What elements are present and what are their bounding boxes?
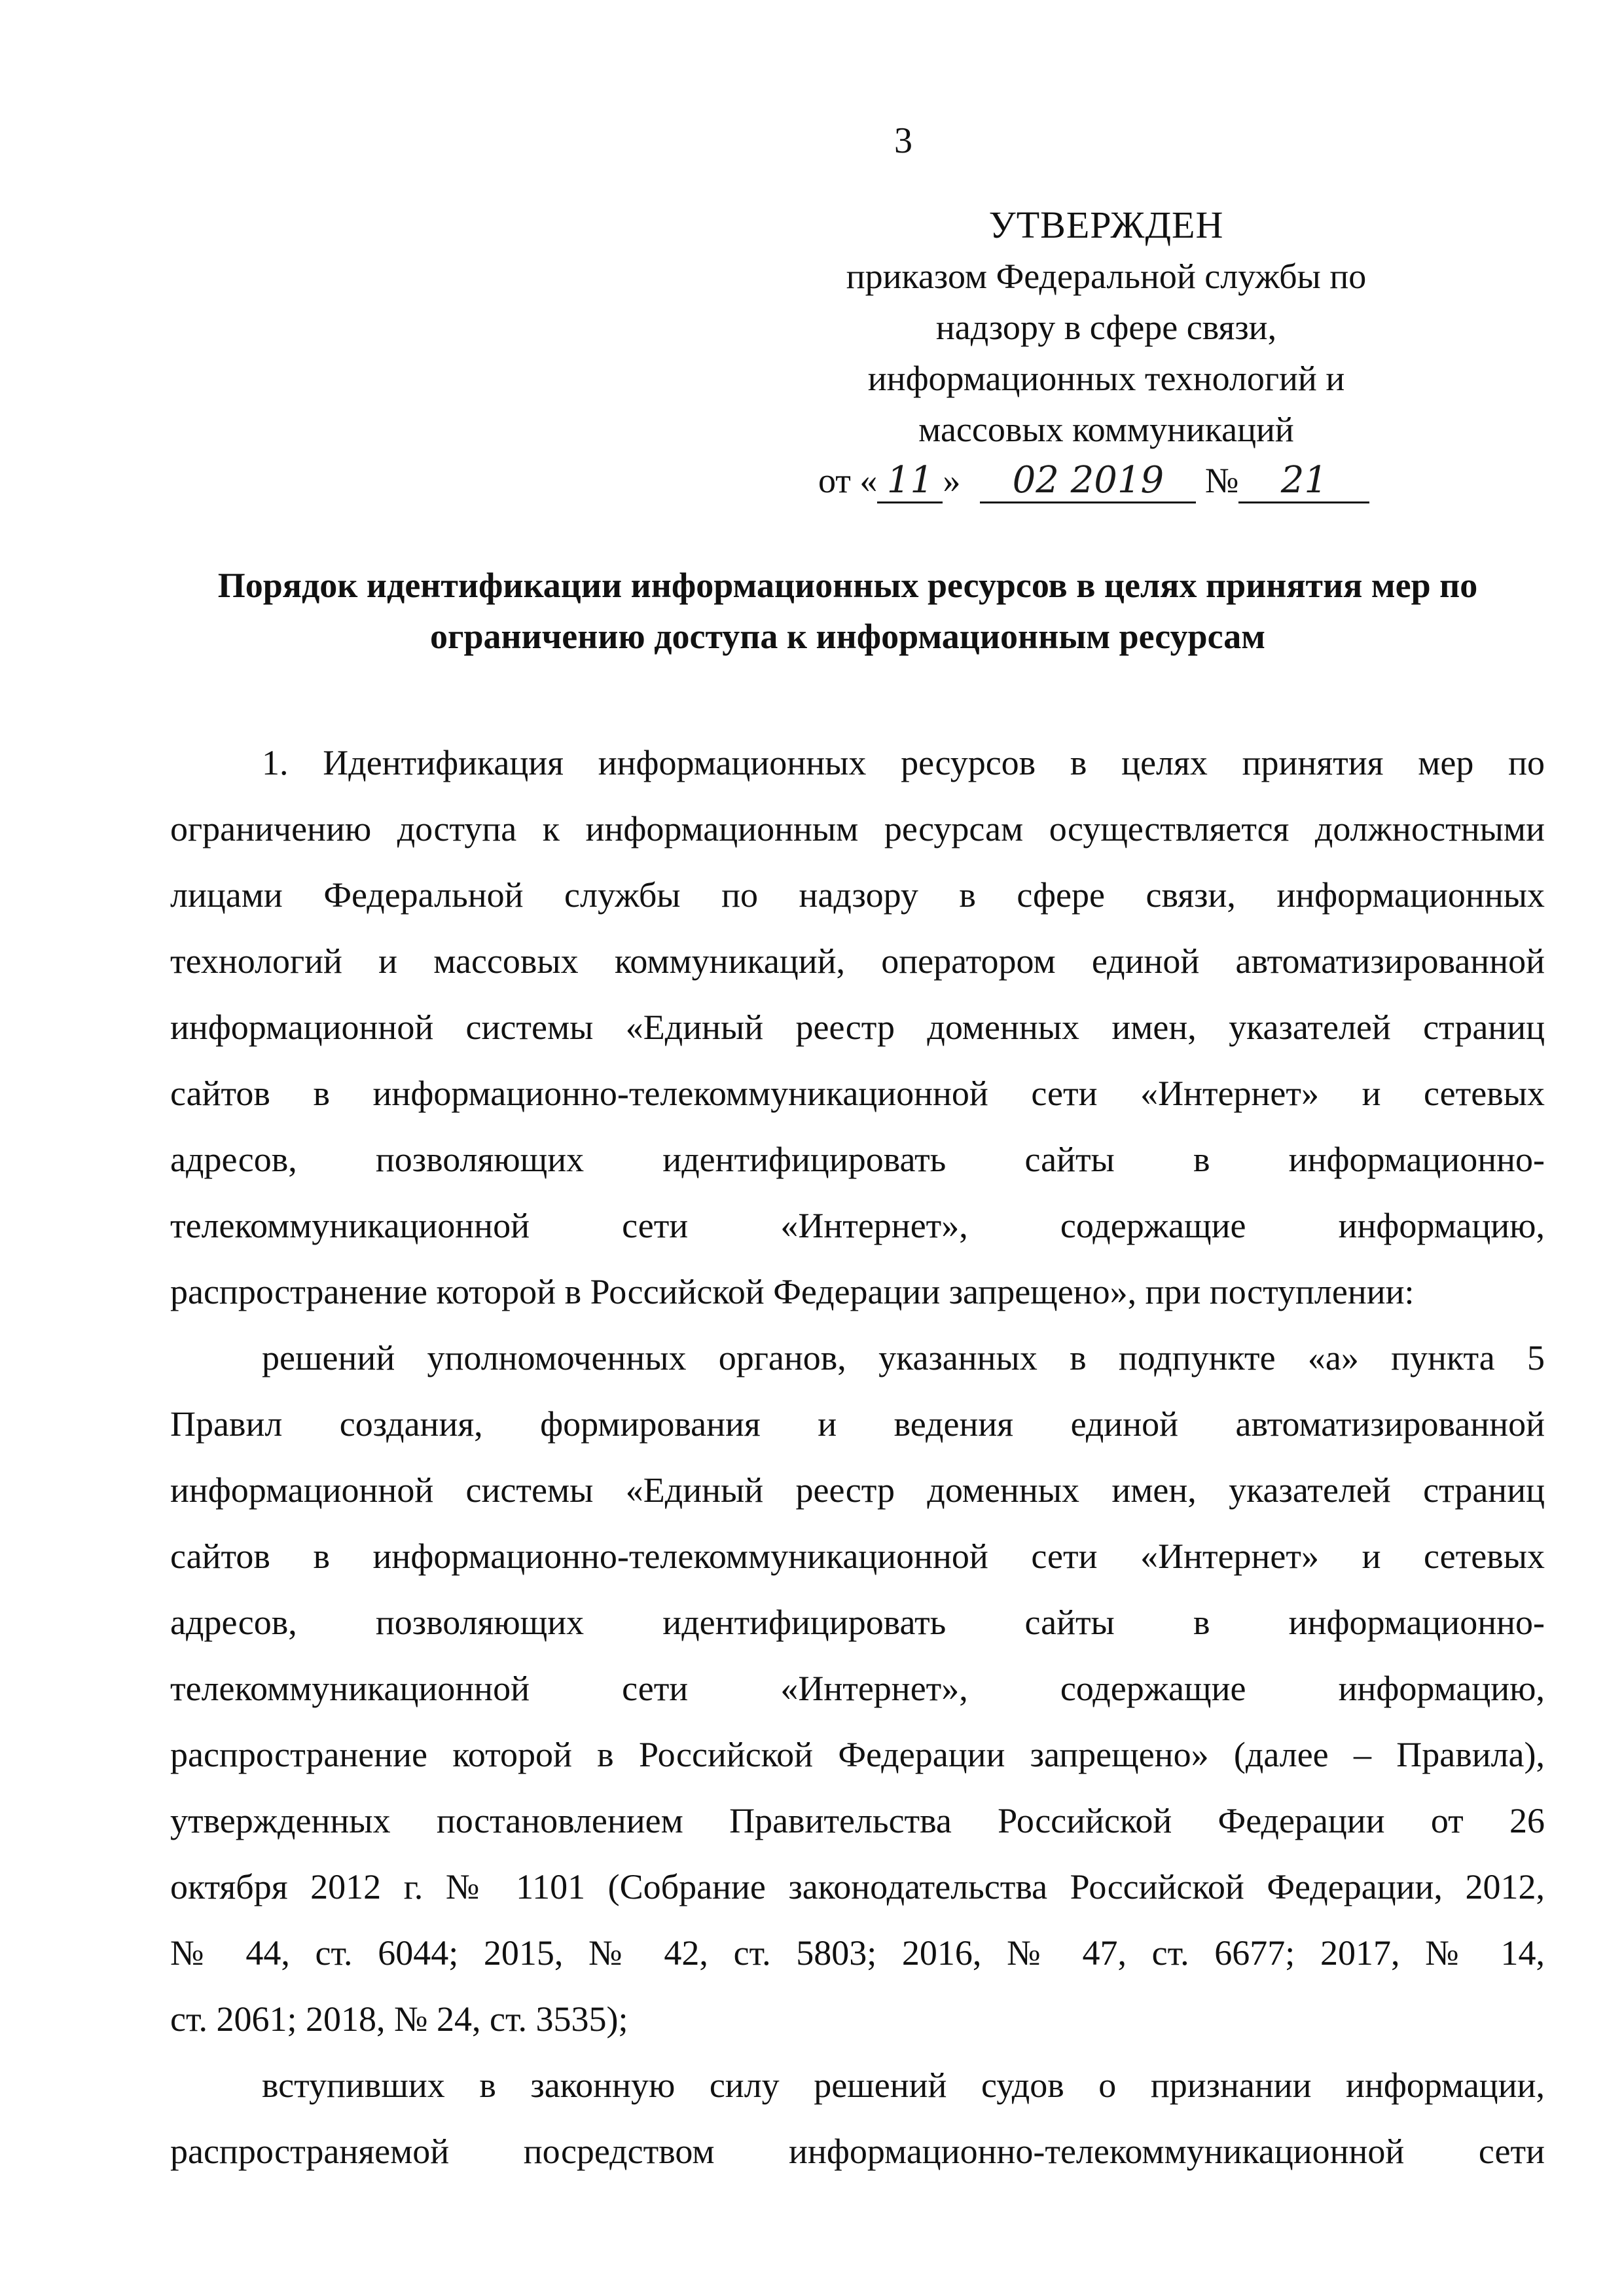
approval-title: УТВЕРЖДЕН <box>988 204 1224 246</box>
page-number: 3 <box>894 120 912 161</box>
approval-line: надзору в сфере связи, <box>935 308 1277 347</box>
paragraph <box>170 730 1545 1325</box>
text-line: лицами Федеральной службы по надзору в сфере связи, информационных <box>170 875 1545 915</box>
approval-block <box>805 200 1407 506</box>
text-line: распространяемой посредством информационно-телекоммуникационной сети <box>170 2132 1545 2171</box>
text-line: ст. 2061; 2018, № 24, ст. 3535); <box>170 1999 628 2039</box>
approval-date-line <box>805 455 1407 506</box>
text-line: телекоммуникационной сети «Интернет», содержащие информацию, <box>170 1206 1545 1245</box>
text-line: сайтов в информационно-телекоммуникационной сети «Интернет» и сетевых <box>170 1074 1545 1113</box>
text-line: утвержденных постановлением Правительства Российской Федерации от 26 <box>170 1801 1545 1840</box>
handwritten-number: 21 <box>1238 460 1369 503</box>
number-label: № <box>1204 461 1239 500</box>
text-line: № 44, ст. 6044; 2015, № 42, ст. 5803; 2016, № 47, ст. 6677; 2017, № 14, <box>170 1933 1545 1973</box>
text-line: адресов, позволяющих идентифицировать сайты в информационно- <box>170 1603 1545 1642</box>
date-mid: » <box>943 461 961 500</box>
text-line: распространение которой в Российской Федерации запрещено» (далее – Правила), <box>170 1735 1545 1774</box>
document-body <box>170 730 1545 2185</box>
approval-line: массовых коммуникаций <box>918 410 1294 449</box>
approval-line: приказом Федеральной службы по <box>846 257 1367 296</box>
title-line: Порядок идентификации информационных ресурсов в целях принятия мер по <box>217 566 1478 605</box>
text-line: информационной системы «Единый реестр доменных имен, указателей страниц <box>170 1008 1545 1047</box>
text-line: ограничению доступа к информационным ресурсам осуществляется должностными <box>170 809 1545 848</box>
paragraph <box>170 1325 1545 2052</box>
text-line: октября 2012 г. № 1101 (Собрание законодательства Российской Федерации, 2012, <box>170 1867 1545 1906</box>
text-line: адресов, позволяющих идентифицировать сайты в информационно- <box>170 1140 1545 1179</box>
text-line: технологий и массовых коммуникаций, оператором единой автоматизированной <box>170 941 1545 981</box>
text-line: 1. Идентификация информационных ресурсов в целях принятия мер по <box>262 743 1545 782</box>
approval-line: информационных технологий и <box>867 359 1345 398</box>
text-line: телекоммуникационной сети «Интернет», содержащие информацию, <box>170 1669 1545 1708</box>
text-line: вступивших в законную силу решений судов о признании информации, <box>262 2066 1545 2105</box>
text-line: сайтов в информационно-телекоммуникационной сети «Интернет» и сетевых <box>170 1537 1545 1576</box>
handwritten-date: 02 2019 <box>980 460 1196 503</box>
date-prefix: от « <box>818 461 878 500</box>
handwritten-day: 11 <box>877 460 943 503</box>
paragraph <box>170 2052 1545 2185</box>
text-line: решений уполномоченных органов, указанных в подпункте «а» пункта 5 <box>262 1338 1545 1377</box>
title-line: ограничению доступа к информационным ресурсам <box>430 617 1265 656</box>
document-title <box>157 560 1538 662</box>
text-line: распространение которой в Российской Федерации запрещено», при поступлении: <box>170 1272 1415 1311</box>
text-line: информационной системы «Единый реестр доменных имен, указателей страниц <box>170 1470 1545 1510</box>
text-line: Правил создания, формирования и ведения единой автоматизированной <box>170 1404 1545 1444</box>
